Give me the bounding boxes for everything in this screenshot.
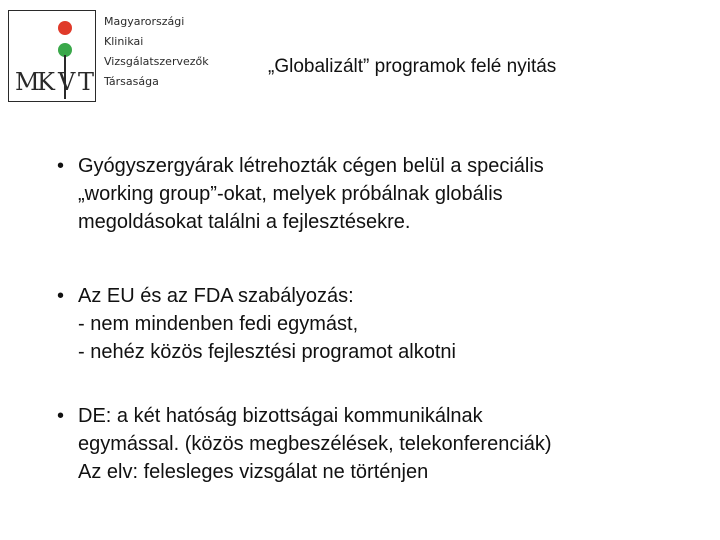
logo-org-line: Társasága	[104, 75, 159, 88]
logo-org-name	[104, 12, 209, 92]
logo-letter: V	[58, 68, 76, 96]
logo-letters	[15, 65, 95, 99]
logo-letter: T	[78, 68, 95, 96]
logo-mark	[8, 10, 96, 102]
bullet-text-line: „working group”-okat, melyek próbálnak globális	[78, 183, 503, 205]
slide-title: „Globalizált” programok felé nyitás	[268, 56, 557, 77]
logo-org-line: Klinikai	[104, 35, 144, 48]
bullet-text-line: egymással. (közös megbeszélések, telekonferenciák)	[78, 433, 552, 455]
bullet-text-line: - nem mindenben fedi egymást,	[78, 313, 359, 335]
bullet-icon: •	[57, 155, 65, 177]
bullet-item	[57, 282, 680, 366]
bullet-text-line: - nehéz közös fejlesztési programot alkotni	[78, 341, 456, 363]
bullet-icon: •	[57, 405, 65, 427]
bullet-item	[57, 152, 680, 236]
bullet-item	[57, 402, 680, 486]
bullet-text-line: Az elv: felesleges vizsgálat ne történjen	[78, 461, 429, 483]
bullet-text-line: Gyógyszergyárak létrehozták cégen belül a speciális	[78, 155, 544, 177]
red-dot-icon	[58, 21, 72, 35]
mkvt-logo	[8, 10, 209, 104]
logo-letter: K	[37, 68, 55, 96]
bullet-text-line: Az EU és az FDA szabályozás:	[78, 285, 354, 307]
logo-org-line: Magyarországi	[104, 15, 185, 28]
bullet-text-line: DE: a két hatóság bizottságai kommunikálnak	[78, 405, 483, 427]
logo-org-line: Vizsgálatszervezők	[104, 55, 209, 68]
logo-letter: M	[15, 68, 40, 96]
bullet-text-line: megoldásokat találni a fejlesztésekre.	[78, 211, 411, 233]
bullet-icon: •	[57, 285, 65, 307]
